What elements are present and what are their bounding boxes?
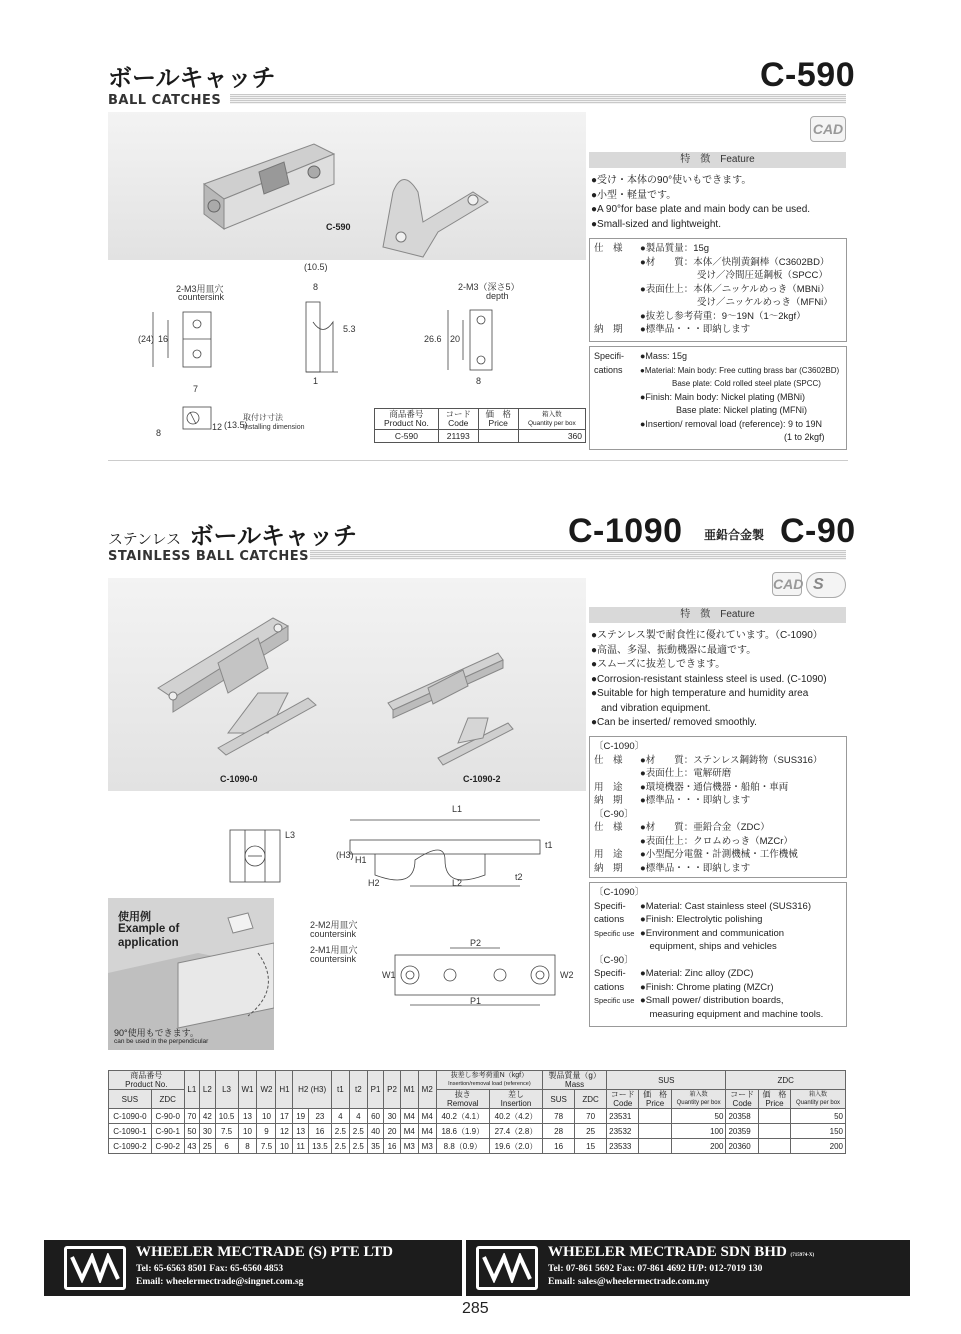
ball-catch-illustration: [108, 112, 586, 260]
spec-value: Base plate: Cold rolled steel plate (SPCC): [640, 379, 821, 388]
spec-value: measuring equipment and machine tools.: [640, 1008, 824, 1020]
spec-key: cations: [594, 981, 625, 993]
spec-key: cations: [594, 364, 623, 375]
spec-key: [594, 940, 640, 954]
table-cell: 100: [671, 1124, 726, 1139]
example-title-en1: Example of: [118, 923, 180, 935]
footer-left-name: WHEELER MECTRADE (S) PTE LTD: [136, 1244, 393, 1260]
table-cell: C-1090-0: [109, 1109, 152, 1124]
th-col: M1: [400, 1071, 418, 1109]
company-logo-icon: [64, 1246, 126, 1290]
spec-key: [594, 418, 640, 432]
th-col: H2 (H3): [293, 1071, 331, 1109]
spec-value: Base plate: Nickel plating (MFNi): [640, 405, 808, 415]
section2-subtitle: STAINLESS BALL CATCHES: [108, 549, 310, 564]
dim-24: (24): [138, 334, 155, 344]
dim-countersink: 2-M3用皿穴: [176, 284, 224, 294]
spec-key: Specifi-: [594, 900, 626, 912]
table-cell: 200: [671, 1139, 726, 1154]
spec-value: ●材 質：亜鉛合金（ZDC）: [640, 822, 770, 833]
table-cell: 2.5: [331, 1139, 349, 1154]
table-cell: [758, 1124, 790, 1139]
dim-10-5: (10.5): [304, 262, 328, 272]
spec-value: 受け／冷間圧延鋼板（SPCC）: [640, 270, 828, 281]
table-body: [109, 1109, 846, 1154]
spec-value: ●Small power/ distribution boards,: [640, 995, 784, 1006]
spec-value: ●表面仕上：本体／ニッケルめっき（MBNi）: [640, 283, 830, 295]
table-cell: 18.6（1.9）: [436, 1124, 489, 1139]
table-cell: 8.8（0.9）: [436, 1139, 489, 1154]
th-mass-zdc: ZDC: [575, 1090, 607, 1109]
dim-l3: L3: [285, 830, 296, 840]
spec-value: ●Material: Main body: Free cutting brass bar (C3602BD): [640, 365, 840, 375]
section2-alt-label: 亜鉛合金製: [704, 528, 765, 542]
spec-value: ●標準品・・・即納します: [640, 324, 751, 335]
example-note-en: can be used in the perpendicular: [114, 1038, 209, 1045]
th-group-sus: SUS: [607, 1071, 726, 1090]
order-header: 商品番号 Product No.: [375, 409, 439, 430]
table-cell: 50: [671, 1109, 726, 1124]
table-cell: 25: [200, 1139, 216, 1154]
spec-key: 〔C-1090〕: [594, 887, 645, 898]
feature-item: ●小型・軽量です。: [591, 189, 677, 201]
table-cell: 7.5: [257, 1139, 276, 1154]
table-cell: 2.5: [331, 1124, 349, 1139]
table-cell: 25: [575, 1124, 607, 1139]
table-cell: 150: [791, 1124, 846, 1139]
table-cell: 43: [184, 1139, 200, 1154]
th-load: [436, 1071, 542, 1090]
spec-value: [640, 954, 842, 968]
footer-left-tel: Tel: 65-6563 8501 Fax: 65-6560 4853: [136, 1264, 284, 1274]
table-cell: 9: [257, 1124, 276, 1139]
footer-right: [466, 1240, 910, 1296]
th-removal-jp: 抜き: [454, 1090, 471, 1099]
feature-item: ●Small-sized and lightweight.: [591, 218, 721, 230]
dim-t2: t2: [515, 872, 523, 882]
table-cell: 15: [575, 1139, 607, 1154]
dim-install-en: Installing dimension: [243, 424, 305, 431]
table-cell: 20360: [726, 1139, 758, 1154]
spec-value: ●Mass: 15g: [640, 351, 687, 361]
spec-key: [594, 767, 640, 781]
order-cell: [478, 430, 518, 443]
th-col: P2: [384, 1071, 400, 1109]
footer-left: [44, 1240, 462, 1296]
cad-badge: CAD: [810, 116, 846, 142]
spec-key: [594, 391, 640, 405]
spec-key: 〔C-1090〕: [594, 741, 645, 752]
dim-w2: W2: [560, 970, 574, 980]
spec-key: 納 期: [594, 795, 623, 806]
table-cell: 17: [276, 1109, 293, 1124]
th-insertion: [489, 1090, 542, 1109]
dim-8c: 8: [476, 376, 482, 386]
company-logo-icon: [476, 1246, 538, 1290]
section1-order-table: [374, 408, 586, 443]
spec-value: (1 to 2kgf): [640, 432, 825, 442]
spec-value: equipment, ships and vehicles: [640, 941, 777, 952]
table-cell: 30: [200, 1124, 216, 1139]
table-cell: C-90-1: [151, 1124, 184, 1139]
dim-h2: H2: [368, 878, 380, 888]
dim-26-6: 26.6: [424, 334, 442, 344]
photo-label-c590: C-590: [326, 222, 351, 232]
table-cell: 27.4（2.8）: [489, 1124, 542, 1139]
product-photo-c1090: [108, 578, 586, 791]
table-cell: 7.5: [215, 1124, 238, 1139]
spec-key: 〔C-90〕: [594, 954, 634, 966]
table-cell: 78: [543, 1109, 575, 1124]
spec-key: [594, 1008, 640, 1022]
feature-item: ●ステンレス製で耐食性に優れています。（C-1090）: [591, 630, 823, 641]
dim-h1: H1: [355, 855, 367, 865]
dim-countersink-en: countersink: [178, 292, 225, 302]
section-divider: [108, 460, 848, 461]
table-cell: [758, 1139, 790, 1154]
th-insertion-jp: 差し: [507, 1090, 524, 1099]
order-header: 箱入数 Quantity per box: [518, 409, 585, 430]
th-load-en: Insertion/removal load (reference): [448, 1081, 531, 1087]
section1-spec-jp: [589, 238, 847, 342]
table-cell: 10: [238, 1124, 257, 1139]
section2-title-jp: [108, 516, 357, 551]
table-cell: 10.5: [215, 1109, 238, 1124]
table-cell: 200: [791, 1139, 846, 1154]
dim-cs1: 2-M1用皿穴: [310, 945, 358, 955]
dim-12: 12: [212, 422, 223, 432]
table-cell: 42: [200, 1109, 216, 1124]
table-row: [109, 1139, 846, 1154]
table-cell: 50: [791, 1109, 846, 1124]
table-cell: 30: [384, 1109, 400, 1124]
dim-20: 20: [450, 334, 461, 344]
table-cell: M4: [400, 1124, 418, 1139]
dim-depth: 2-M3（深さ5）: [458, 282, 520, 292]
table-cell: 13: [238, 1109, 257, 1124]
dim-p2: P2: [470, 938, 482, 948]
footer-right-email: Email: sales@wheelermectrade.com.my: [548, 1277, 710, 1287]
table-cell: M3: [418, 1139, 436, 1154]
footer-right-name-text: WHEELER MECTRADE SDN BHD: [548, 1244, 787, 1260]
dim-5-3: 5.3: [343, 324, 356, 334]
th-col: P1: [367, 1071, 383, 1109]
spec-key: [594, 296, 640, 310]
table-cell: 40.2（4.1）: [436, 1109, 489, 1124]
order-header: 価 格 Price: [478, 409, 518, 430]
section1-dimension-drawings: [108, 262, 586, 457]
spec-key: 納 期: [594, 862, 623, 874]
dim-install-jp: 取付け寸法: [243, 413, 283, 422]
table-cell: M4: [400, 1109, 418, 1124]
spec-key: 用 途: [594, 781, 623, 793]
th-col: t1: [331, 1071, 349, 1109]
table-cell: 23532: [607, 1124, 639, 1139]
spec-key: 〔C-90〕: [594, 808, 634, 820]
order-cell: 21193: [438, 430, 478, 443]
spec-value: ●Finish: Chrome plating (MZCr): [640, 981, 774, 993]
spec-key: [594, 404, 640, 418]
spec-value: ●抜差し参考荷重：9〜19N（1〜2kgf）: [640, 310, 806, 322]
product-photo-c590: [108, 112, 586, 260]
th-zdc: ZDC: [151, 1090, 184, 1109]
spec-value: ●標準品・・・即納します: [640, 862, 751, 874]
cad-badge: CAD: [772, 572, 802, 596]
th-price: 価 格 Price: [758, 1090, 790, 1109]
table-row: [109, 1124, 846, 1139]
spec-value: ●表面仕上：クロムめっき（MZCr）: [640, 835, 793, 847]
th-col: M2: [418, 1071, 436, 1109]
th-removal: [436, 1090, 489, 1109]
table-cell: 20359: [726, 1124, 758, 1139]
table-cell: 23531: [607, 1109, 639, 1124]
section1-title-jp: ボールキャッチ: [108, 64, 276, 92]
photo-label-c1090-2: C-1090-2: [463, 774, 501, 784]
table-cell: 19: [293, 1109, 309, 1124]
dim-13-5: (13.5): [224, 420, 248, 430]
section1-feature-list: [591, 174, 847, 232]
spec-value: ●製品質量：15g: [640, 243, 710, 254]
wm-logo-mark: [482, 1253, 532, 1283]
th-col: L2: [200, 1071, 216, 1109]
dim-h3: (H3): [336, 850, 354, 860]
photo-label-c1090-0: C-1090-0: [220, 774, 258, 784]
table-cell: 13: [293, 1124, 309, 1139]
page-number: 285: [462, 1300, 489, 1317]
th-qty: 箱入数 Quantity per box: [671, 1090, 726, 1109]
title-main: ボールキャッチ: [189, 522, 358, 550]
section2-spec-en: [589, 882, 847, 1027]
th-load-jp: 抜差し参考荷重N（kgf）: [450, 1072, 529, 1079]
footer-right-name: [548, 1244, 814, 1261]
example-title-en2: application: [118, 937, 179, 949]
table-cell: 12: [276, 1124, 293, 1139]
th-group-zdc: ZDC: [726, 1071, 846, 1090]
section1-feature-header: 特 徴 Feature: [589, 152, 846, 168]
spec-key: [594, 256, 640, 270]
section1-subtitle: BALL CATCHES: [108, 93, 222, 108]
th-product: 商品番号 Product No.: [109, 1071, 185, 1090]
th-removal-en: Removal: [447, 1099, 479, 1108]
section2-product-code: C-1090: [568, 512, 683, 550]
th-price: 価 格 Price: [639, 1090, 671, 1109]
table-cell: 20: [384, 1124, 400, 1139]
th-col: W1: [238, 1071, 257, 1109]
dim-8b: 8: [313, 282, 319, 292]
feature-item: ●Suitable for high temperature and humidity area: [591, 688, 809, 699]
table-cell: [639, 1124, 671, 1139]
th-col: t2: [349, 1071, 367, 1109]
spec-key: 納 期: [594, 324, 623, 335]
table-cell: 10: [257, 1109, 276, 1124]
table-cell: 4: [349, 1109, 367, 1124]
section1-rule: [230, 94, 846, 104]
th-code: コード Code: [726, 1090, 758, 1109]
dim-depth-en: depth: [486, 291, 509, 301]
section2-rule: [310, 550, 846, 560]
table-cell: 16: [384, 1139, 400, 1154]
th-col: H1: [276, 1071, 293, 1109]
order-header: コード Code: [438, 409, 478, 430]
spec-value: ●Environment and communication: [640, 927, 785, 939]
spec-value: [640, 886, 842, 900]
spec-key: 仕 様: [594, 754, 623, 766]
th-col: W2: [257, 1071, 276, 1109]
wm-logo-mark: [70, 1253, 120, 1283]
footer-right-reg: (715974-X): [790, 1253, 815, 1258]
example-title-jp: 使用例: [118, 910, 151, 923]
table-cell: [758, 1109, 790, 1124]
spec-value: [640, 740, 842, 754]
dim-cs1-en: countersink: [310, 954, 357, 964]
dim-p1: P1: [470, 996, 482, 1006]
th-qty: 箱入数 Quantity per box: [791, 1090, 846, 1109]
section2-feature-list: [591, 629, 847, 731]
feature-item: ●高温、多湿、振動機器に最適です。: [591, 644, 757, 656]
table-cell: 40.2（4.2）: [489, 1109, 542, 1124]
spec-key: [594, 283, 640, 297]
table-cell: 60: [367, 1109, 383, 1124]
stainless-catch-illustration: [108, 578, 586, 791]
table-cell: 13.5: [308, 1139, 331, 1154]
spec-key: Specifi-: [594, 351, 625, 361]
table-cell: 19.6（2.0）: [489, 1139, 542, 1154]
table-cell: C-90-0: [151, 1109, 184, 1124]
table-cell: 70: [184, 1109, 200, 1124]
spec-value: ●標準品・・・即納します: [640, 795, 751, 806]
spec-key: [594, 431, 640, 445]
th-sus: SUS: [109, 1090, 152, 1109]
table-row: [109, 1109, 846, 1124]
feature-item: ●Can be inserted/ removed smoothly.: [591, 717, 757, 728]
spec-value: ●環境機器・通信機器・船舶・車両: [640, 781, 789, 793]
feature-item: ●受け・本体の90°使いもできます。: [591, 175, 752, 186]
th-insertion-en: Insertion: [500, 1099, 532, 1108]
table-cell: 28: [543, 1124, 575, 1139]
spec-value: ●Finish: Main body: Nickel plating (MBNi): [640, 391, 805, 402]
spec-value: ●材 質：本体／快削黄銅棒（C3602BD）: [640, 256, 830, 268]
footer-left-email: Email: wheelermectrade@singnet.com.sg: [136, 1277, 304, 1287]
spec-key: [594, 377, 640, 391]
spec-key: [594, 269, 640, 283]
spec-value: ●材 質：ステンレス鋼鋳物（SUS316）: [640, 754, 823, 766]
table-cell: C-1090-2: [109, 1139, 152, 1154]
table-cell: 2.5: [349, 1139, 367, 1154]
feature-item: ●スムーズに抜差しできます。: [591, 659, 726, 670]
dim-t1: t1: [545, 840, 553, 850]
spec-key: Specific use: [594, 996, 635, 1005]
th-col: L3: [215, 1071, 238, 1109]
dim-l2: L2: [452, 878, 463, 888]
section1-spec-en: [589, 346, 847, 450]
spec-key: [594, 310, 640, 324]
table-cell: 23533: [607, 1139, 639, 1154]
dim-7: 7: [193, 384, 199, 394]
spec-value: ●小型配分電盤・計測機械・工作機械: [640, 849, 798, 860]
spec-value: ●Material: Zinc alloy (ZDC): [640, 968, 754, 979]
th-mass-sus: SUS: [543, 1090, 575, 1109]
table-cell: 6: [215, 1139, 238, 1154]
table-cell: 4: [331, 1109, 349, 1124]
dim-cs2-en: countersink: [310, 929, 357, 939]
table-cell: M3: [400, 1139, 418, 1154]
table-cell: 11: [293, 1139, 309, 1154]
th-code: コード Code: [607, 1090, 639, 1109]
section2-feature-header: 特 徴 Feature: [589, 607, 846, 623]
section2-alt-code: C-90: [780, 512, 856, 550]
table-cell: M4: [418, 1109, 436, 1124]
table-cell: 16: [543, 1139, 575, 1154]
example-note-jp: 90°使用もできます。: [114, 1028, 199, 1038]
spec-value: [640, 808, 842, 822]
th-mass-jp: 製品質量（g）: [548, 1071, 601, 1080]
spec-value: ●Material: Cast stainless steel (SUS316): [640, 900, 811, 912]
table-cell: 10: [276, 1139, 293, 1154]
section2-spec-table: [108, 1070, 846, 1154]
table-cell: 50: [184, 1124, 200, 1139]
th-mass-en: Mass: [565, 1080, 585, 1089]
spec-value: ●Insertion/ removal load (reference): 9 to 19N: [640, 418, 823, 429]
order-cell: C-590: [375, 430, 439, 443]
table-cell: 20358: [726, 1109, 758, 1124]
dim-16: 16: [158, 334, 169, 344]
table-cell: 16: [308, 1124, 331, 1139]
order-cell: 360: [518, 430, 585, 443]
spec-value: 受け／ニッケルめっき（MFNi）: [640, 297, 833, 308]
table-cell: 23: [308, 1109, 331, 1124]
section1-product-code: C-590: [760, 56, 856, 94]
dim-8: 8: [156, 428, 162, 438]
feature-item: ●Corrosion-resistant stainless steel is used. (C-1090): [591, 673, 827, 685]
spec-key: cations: [594, 914, 625, 925]
th-col: L1: [184, 1071, 200, 1109]
dim-w1: W1: [382, 970, 396, 980]
feature-item: ●A 90°for base plate and main body can be used.: [591, 204, 811, 215]
table-cell: 40: [367, 1124, 383, 1139]
spec-key: Specific use: [594, 928, 635, 938]
dim-cs2: 2-M2用皿穴: [310, 920, 358, 930]
table-cell: C-1090-1: [109, 1124, 152, 1139]
table-cell: M4: [418, 1124, 436, 1139]
th-mass: [543, 1071, 607, 1090]
footer-right-tel: Tel: 07-861 5692 Fax: 07-861 4692 H/P: 012-7019 130: [548, 1264, 763, 1274]
dim-1: 1: [313, 376, 319, 386]
dim-l1: L1: [452, 804, 463, 814]
spec-value: ●表面仕上：電解研磨: [640, 768, 732, 779]
spec-key: 仕 様: [594, 822, 623, 833]
section2-spec-jp: [589, 736, 847, 878]
table-cell: 70: [575, 1109, 607, 1124]
stainless-badge-icon: S: [806, 572, 846, 598]
spec-key: 仕 様: [594, 243, 623, 254]
table-cell: [639, 1109, 671, 1124]
table-cell: [639, 1139, 671, 1154]
title-prefix: ステンレス: [108, 530, 182, 548]
table-cell: 35: [367, 1139, 383, 1154]
spec-key: [594, 835, 640, 849]
spec-key: 用 途: [594, 849, 623, 860]
table-cell: C-90-2: [151, 1139, 184, 1154]
spec-key: Specifi-: [594, 968, 626, 979]
feature-item: and vibration equipment.: [591, 702, 711, 714]
table-cell: 8: [238, 1139, 257, 1154]
table-cell: 2.5: [349, 1124, 367, 1139]
spec-value: ●Finish: Electrolytic polishing: [640, 914, 763, 925]
example-application-panel: [108, 898, 274, 1050]
